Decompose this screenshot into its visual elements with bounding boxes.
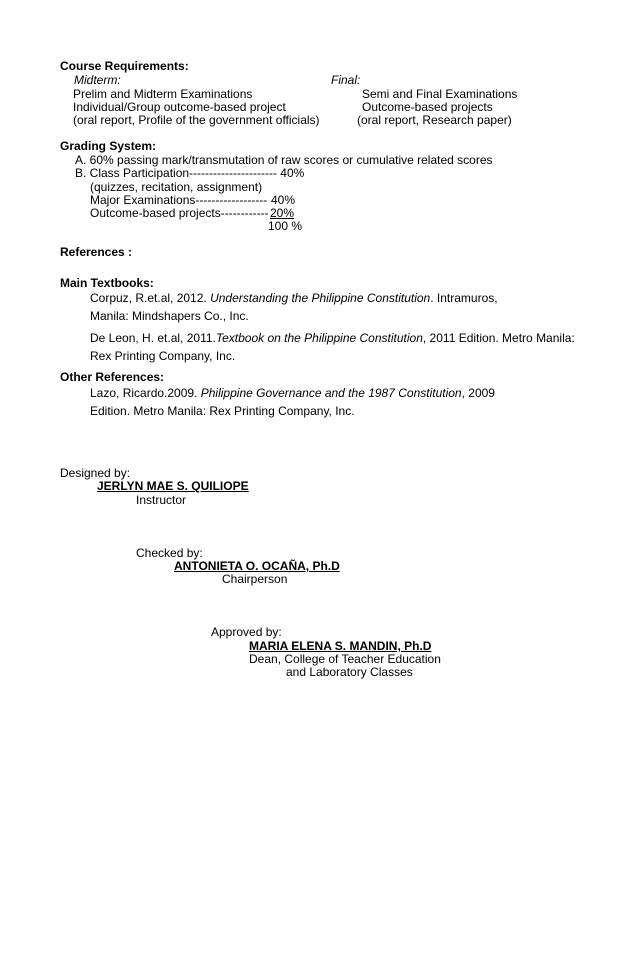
- designer-role: Instructor: [136, 493, 187, 507]
- course-requirements-heading: Course Requirements:: [60, 59, 189, 73]
- approver-name: MARIA ELENA S. MANDIN, Ph.D: [249, 639, 432, 653]
- reference-text: Lazo, Ricardo.2009.: [90, 386, 201, 400]
- designer-name: JERLYN MAE S. QUILIOPE: [97, 479, 249, 493]
- reference-text: . Intramuros, Manila: Mindshapers Co., Inc.: [90, 291, 498, 323]
- reference-text: De Leon, H. et.al, 2011.: [90, 331, 216, 345]
- checked-by-label: Checked by:: [136, 546, 203, 560]
- midterm-line-2: Individual/Group outcome-based project: [73, 100, 286, 114]
- midterm-line-3: (oral report, Profile of the government officials): [73, 113, 320, 127]
- major-exams-value: 40%: [271, 193, 296, 207]
- reference-text: , 2009 Edition. Metro Manila: Rex Printing Company, Inc.: [90, 386, 495, 418]
- outcome-projects-value: 20%: [270, 206, 295, 220]
- final-line-3: (oral report, Research paper): [357, 113, 512, 127]
- final-line-1: Semi and Final Examinations: [362, 87, 518, 101]
- grading-item-b: B. Class Participation---------------------- 40%: [75, 166, 305, 180]
- midterm-label: Midterm:: [74, 73, 121, 87]
- approved-by-label: Approved by:: [211, 625, 282, 639]
- approver-role-line-2: and Laboratory Classes: [286, 665, 413, 679]
- reference-text: , 2011 Edition. Metro Manila: Rex Printing Company, Inc.: [90, 331, 575, 363]
- grading-total: 100 %: [268, 219, 303, 233]
- checker-role: Chairperson: [222, 572, 288, 586]
- reference-entry: [90, 384, 530, 420]
- reference-text: Corpuz, R.et.al, 2012.: [90, 291, 211, 305]
- grading-system-heading: Grading System:: [60, 139, 157, 153]
- reference-title: Philippine Governance and the 1987 Constitution: [200, 386, 462, 400]
- reference-entry: [90, 289, 530, 325]
- main-textbooks-heading: Main Textbooks:: [60, 276, 154, 290]
- reference-title: Textbook on the Philippine Constitution: [215, 331, 423, 345]
- final-line-2: Outcome-based projects: [362, 100, 493, 114]
- grading-sub-note: (quizzes, recitation, assignment): [90, 180, 263, 194]
- reference-entry: [90, 329, 586, 365]
- references-heading: References :: [60, 245, 133, 259]
- other-references-heading: Other References:: [60, 370, 165, 384]
- grading-item-a: A. 60% passing mark/transmutation of raw scores or cumulative related scores: [75, 153, 493, 167]
- major-exams-label: Major Examinations------------------: [90, 193, 268, 207]
- midterm-line-1: Prelim and Midterm Examinations: [73, 87, 253, 101]
- designed-by-label: Designed by:: [60, 466, 131, 480]
- outcome-projects-label: Outcome-based projects------------: [90, 206, 269, 220]
- checker-name: ANTONIETA O. OCAÑA, Ph.D: [174, 559, 340, 573]
- final-label: Final:: [331, 73, 361, 87]
- reference-title: Understanding the Philippine Constitution: [210, 291, 431, 305]
- approver-role-line-1: Dean, College of Teacher Education: [249, 652, 441, 666]
